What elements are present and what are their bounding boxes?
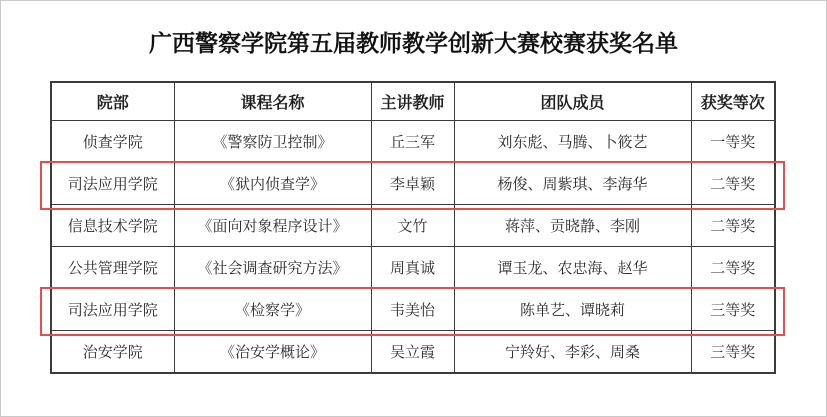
cell-team: 杨俊、周紫琪、李海华 xyxy=(454,163,691,205)
cell-department: 司法应用学院 xyxy=(51,163,174,205)
header-row xyxy=(51,82,775,121)
table-row xyxy=(51,163,775,205)
header-cell-teacher: 主讲教师 xyxy=(371,82,454,121)
cell-course: 《狱内侦查学》 xyxy=(174,163,371,205)
table-row xyxy=(51,331,775,374)
cell-team: 蒋萍、贡晓静、李刚 xyxy=(454,205,691,247)
cell-award: 三等奖 xyxy=(691,289,775,331)
header-cell-course: 课程名称 xyxy=(174,82,371,121)
table-row xyxy=(51,121,775,163)
table-header xyxy=(51,82,775,121)
cell-award: 三等奖 xyxy=(691,331,775,374)
cell-team: 刘东彪、马腾、卜筱艺 xyxy=(454,121,691,163)
cell-department: 侦查学院 xyxy=(51,121,174,163)
cell-course: 《面向对象程序设计》 xyxy=(174,205,371,247)
cell-award: 二等奖 xyxy=(691,247,775,289)
award-table xyxy=(50,81,776,374)
header-cell-award: 获奖等次 xyxy=(691,82,775,121)
cell-award: 一等奖 xyxy=(691,121,775,163)
cell-teacher: 丘三军 xyxy=(371,121,454,163)
header-cell-department: 院部 xyxy=(51,82,174,121)
cell-teacher: 李卓颖 xyxy=(371,163,454,205)
cell-award: 二等奖 xyxy=(691,163,775,205)
cell-course: 《警察防卫控制》 xyxy=(174,121,371,163)
cell-team: 陈单艺、谭晓莉 xyxy=(454,289,691,331)
cell-award: 二等奖 xyxy=(691,205,775,247)
cell-teacher: 吴立霞 xyxy=(371,331,454,374)
table-row xyxy=(51,247,775,289)
cell-department: 信息技术学院 xyxy=(51,205,174,247)
cell-department: 治安学院 xyxy=(51,331,174,374)
cell-team: 宁羚好、李彩、周桑 xyxy=(454,331,691,374)
cell-course: 《检察学》 xyxy=(174,289,371,331)
table-row xyxy=(51,205,775,247)
table-body xyxy=(51,121,775,374)
cell-teacher: 文竹 xyxy=(371,205,454,247)
cell-course: 《社会调查研究方法》 xyxy=(174,247,371,289)
page-title: 广西警察学院第五届教师教学创新大赛校赛获奖名单 xyxy=(149,31,678,56)
cell-department: 司法应用学院 xyxy=(51,289,174,331)
cell-team: 谭玉龙、农忠海、赵华 xyxy=(454,247,691,289)
cell-teacher: 韦美怡 xyxy=(371,289,454,331)
cell-teacher: 周真诚 xyxy=(371,247,454,289)
cell-department: 公共管理学院 xyxy=(51,247,174,289)
cell-course: 《治安学概论》 xyxy=(174,331,371,374)
header-cell-team: 团队成员 xyxy=(454,82,691,121)
table-row xyxy=(51,289,775,331)
